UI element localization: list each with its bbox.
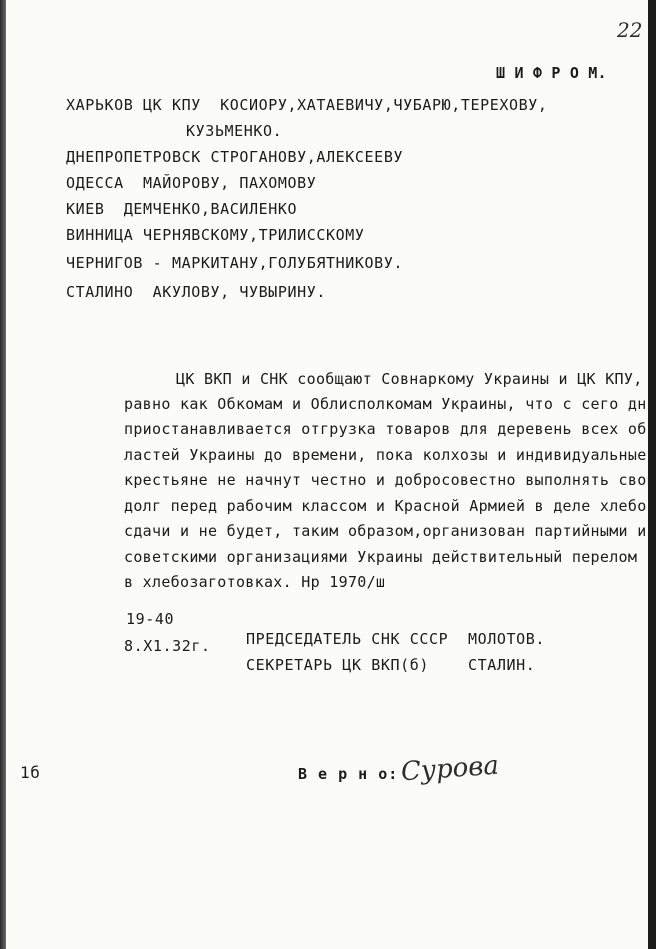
verified-label: В е р н о:	[298, 765, 399, 783]
body-line: долг перед рабочим классом и Красной Армией в деле хлебо-	[124, 497, 656, 515]
document-page	[6, 0, 656, 949]
addressee-line: КУЗЬМЕНКО.	[186, 122, 283, 140]
time-stamp: 19-40	[126, 610, 175, 628]
addressee-line: ХАРЬКОВ ЦК КПУ КОСИОРУ,ХАТАЕВИЧУ,ЧУБАРЮ,ТЕРЕХОВУ,	[66, 96, 548, 114]
page-number: 22	[617, 18, 643, 42]
addressee-line: КИЕВ ДЕМЧЕНКО,ВАСИЛЕНКО	[66, 200, 298, 218]
body-line: сдачи и не будет, таким образом,организован партийными и	[124, 522, 647, 540]
addressee-line: ОДЕССА МАЙОРОВУ, ПАХОМОВУ	[66, 174, 317, 192]
body-line: ЦК ВКП и СНК сообщают Совнаркому Украины и ЦК КПУ,	[176, 370, 643, 388]
body-line: равно как Обкомам и Облисполкомам Украины, что с сего дня	[124, 395, 656, 413]
date-stamp: 8.Х1.32г.	[124, 637, 211, 655]
body-line: в хлебозаготовках. Нр 1970/ш	[124, 573, 386, 591]
body-line: ластей Украины до времени, пока колхозы и индивидуальные	[124, 446, 647, 464]
body-line: крестьяне не начнут честно и добросовестно выполнять свой	[124, 471, 656, 489]
header-cipher: Ш И Ф Р О М.	[496, 64, 607, 82]
addressee-line: ВИННИЦА ЧЕРНЯВСКОМУ,ТРИЛИССКОМУ	[66, 226, 365, 244]
signature-name: МОЛОТОВ.	[468, 630, 546, 648]
body-line: приостанавливается отгрузка товаров для деревень всех об-	[124, 420, 656, 438]
addressee-line: СТАЛИНО АКУЛОВУ, ЧУВЫРИНУ.	[66, 283, 327, 301]
body-line: советскими организациями Украины действительный перелом	[124, 548, 638, 566]
verified-signature: Сурова	[400, 750, 500, 788]
left-note: 1б	[20, 763, 41, 782]
signature-title: ПРЕДСЕДАТЕЛЬ СНК СССР	[246, 630, 449, 648]
addressee-line: ДНЕПРОПЕТРОВСК СТРОГАНОВУ,АЛЕКСЕЕВУ	[66, 148, 404, 166]
signature-name: СТАЛИН.	[468, 656, 536, 674]
addressee-line: ЧЕРНИГОВ - МАРКИТАНУ,ГОЛУБЯТНИКОВУ.	[66, 254, 404, 272]
signature-title: СЕКРЕТАРЬ ЦК ВКП(б)	[246, 656, 429, 674]
